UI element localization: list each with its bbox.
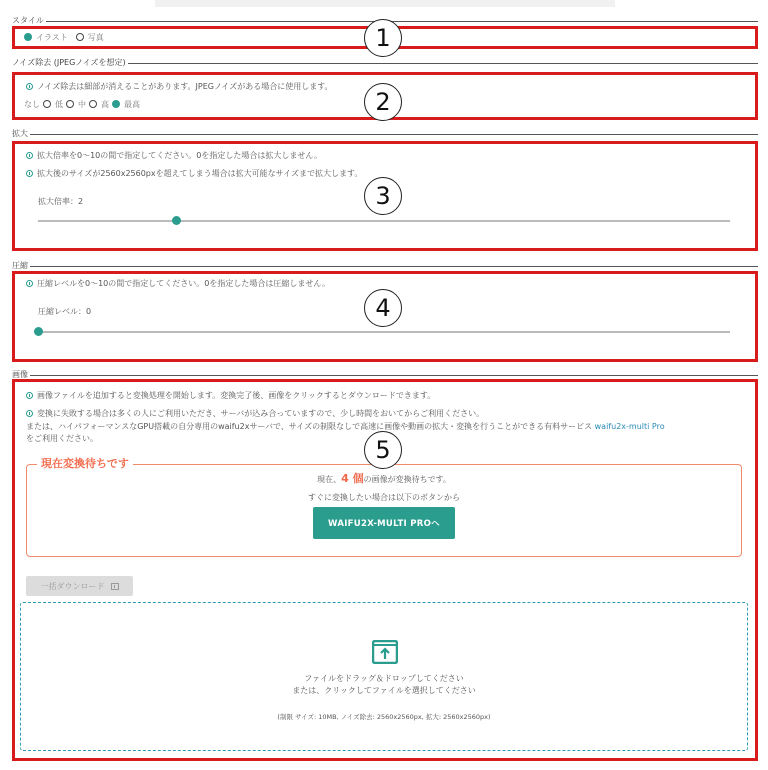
annotation-marker-4: 4 [364, 289, 402, 327]
image-info-text-1: 画像ファイルを追加すると変換処理を開始します。変換完了後、画像をクリックするとダウンロードできます。 [37, 391, 436, 400]
noise-none-label[interactable]: なし [24, 99, 40, 109]
scale-info-text-2: 拡大後のサイズが2560x2560pxを超えてしまう場合は拡大可能なサイズまで拡大します。 [37, 169, 363, 178]
scale-fieldset [12, 129, 758, 138]
noise-legend: ノイズ除去 (JPEGノイズを想定) [12, 58, 126, 67]
compress-legend: 圧縮 [12, 261, 28, 270]
noise-high-label[interactable]: 高 [101, 99, 109, 109]
compress-value-label: 圧縮レベル：0 [38, 307, 92, 316]
waiting-subtext: すぐに変換したい場合は以下のボタンから [308, 493, 460, 502]
annotation-marker-1: 1 [364, 19, 402, 57]
noise-mid-label[interactable]: 中 [78, 99, 86, 109]
dropzone-line-2: または、クリックしてファイルを選択してください [292, 686, 476, 695]
waiting-title: 現在変換待ちです [37, 457, 133, 471]
compress-fieldset [12, 261, 758, 270]
annotation-marker-5: 5 [364, 431, 402, 469]
radio-photo-label[interactable]: 写真 [87, 32, 104, 42]
noise-max-label[interactable]: 最高 [124, 99, 140, 109]
image-info-line-4: をご利用ください。 [26, 434, 98, 443]
image-info-text-2: 変換に失敗する場合は多くの人にご利用いただき、サーバが込み合っていますので、少し時間をおいてからご利用ください。 [37, 409, 485, 418]
image-legend: 画像 [12, 370, 28, 379]
noise-info-text: ノイズ除去は細部が消えることがあります。JPEGノイズがある場合に使用します。 [37, 82, 333, 91]
image-info-text-3: または、ハイパフォーマンスなGPU搭載の自分専用のwaifu2xサーバで、サイズの制限なしで高速に画像や動画の拡大・変換を行うことができる有料サービス [26, 422, 593, 431]
scale-info-text-1: 拡大倍率を0～10の間で指定してください。0を指定した場合は拡大しません。 [37, 151, 322, 160]
noise-fieldset [12, 58, 758, 67]
waiting-count: 4 個 [341, 472, 364, 485]
noise-low-label[interactable]: 低 [55, 99, 63, 109]
waiting-status-suffix: の画像が変換待ちです。 [363, 475, 451, 484]
annotation-marker-3: 3 [364, 177, 402, 215]
waifu2x-pro-button[interactable]: WAIFU2X-MULTI PROへ [313, 507, 455, 539]
top-bar [155, 0, 615, 7]
compress-info-text: 圧縮レベルを0～10の間で指定してください。0を指定した場合は圧縮しません。 [37, 279, 330, 288]
image-fieldset [12, 370, 758, 379]
scale-legend: 拡大 [12, 129, 28, 138]
style-legend: スタイル [12, 16, 44, 25]
annotation-marker-2: 2 [364, 83, 402, 121]
dropzone-limits: (制限 サイズ: 10MB, ノイズ除去: 2560x2560px, 拡大: 2560x2560px) [277, 713, 491, 721]
waifu2x-pro-link[interactable]: waifu2x-multi Pro [594, 422, 665, 431]
dropzone-line-1: ファイルをドラッグ＆ドロップしてください [304, 674, 464, 683]
radio-illust-label[interactable]: イラスト [36, 32, 68, 42]
waiting-status-prefix: 現在、 [317, 475, 342, 484]
bulk-download-label: 一括ダウンロード [40, 581, 105, 591]
scale-value-label: 拡大倍率：2 [38, 197, 84, 206]
